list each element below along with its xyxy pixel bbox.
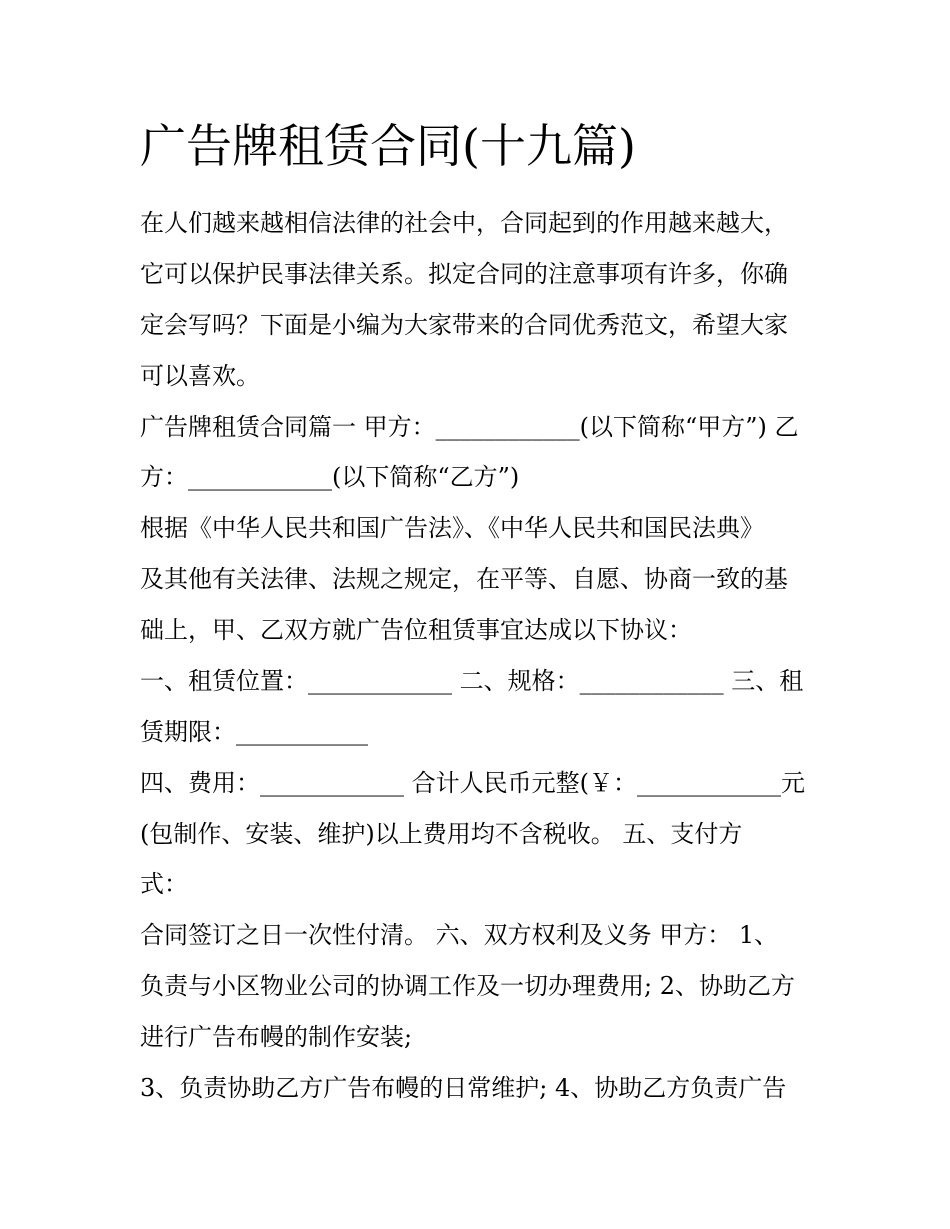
body-line-9: 础上，甲、乙双方就广告位租赁事宜达成以下协议： [140, 616, 692, 644]
body-line-12: 四、费用：____________ 合计人民币元整(￥：____________元 [140, 769, 805, 797]
body-line-6: 方：____________(以下简称“乙方”) [140, 463, 520, 491]
body-line-3: 定会写吗？下面是小编为大家带来的合同优秀范文，希望大家 [140, 311, 788, 339]
body-line-7: 根据《中华人民共和国广告法》、《中华人民共和国民法典》 [140, 514, 764, 542]
body-line-16: 负责与小区物业公司的协调工作及一切办理费用; 2、协助乙方 [140, 972, 795, 1000]
body-line-1: 在人们越来越相信法律的社会中，合同起到的作用越来越大， [140, 209, 788, 237]
body-line-10: 一、租赁位置：____________ 二、规格：____________ 三、租 [140, 667, 804, 695]
body-line-4: 可以喜欢。 [140, 362, 260, 390]
body-line-14: 式： [140, 870, 188, 898]
body-line-11: 赁期限：___________ [140, 718, 368, 746]
body-line-18: 3、负责协助乙方广告布幔的日常维护; 4、协助乙方负责广告 [140, 1074, 787, 1102]
body-line-13: (包制作、安装、维护)以上费用均不含税收。 五、支付方 [140, 820, 743, 848]
body-line-5: 广告牌租赁合同篇一 甲方：____________(以下简称“甲方”) 乙 [140, 413, 799, 441]
body-line-15: 合同签订之日一次性付清。 六、双方权利及义务 甲方： 1、 [140, 921, 779, 949]
body-line-8: 及其他有关法律、法规之规定，在平等、自愿、协商一致的基 [140, 565, 788, 593]
body-line-17: 进行广告布幔的制作安装; [140, 1023, 413, 1051]
document-title: 广告牌租赁合同(十九篇) [140, 119, 636, 173]
body-line-2: 它可以保护民事法律关系。拟定合同的注意事项有许多，你确 [140, 260, 788, 288]
